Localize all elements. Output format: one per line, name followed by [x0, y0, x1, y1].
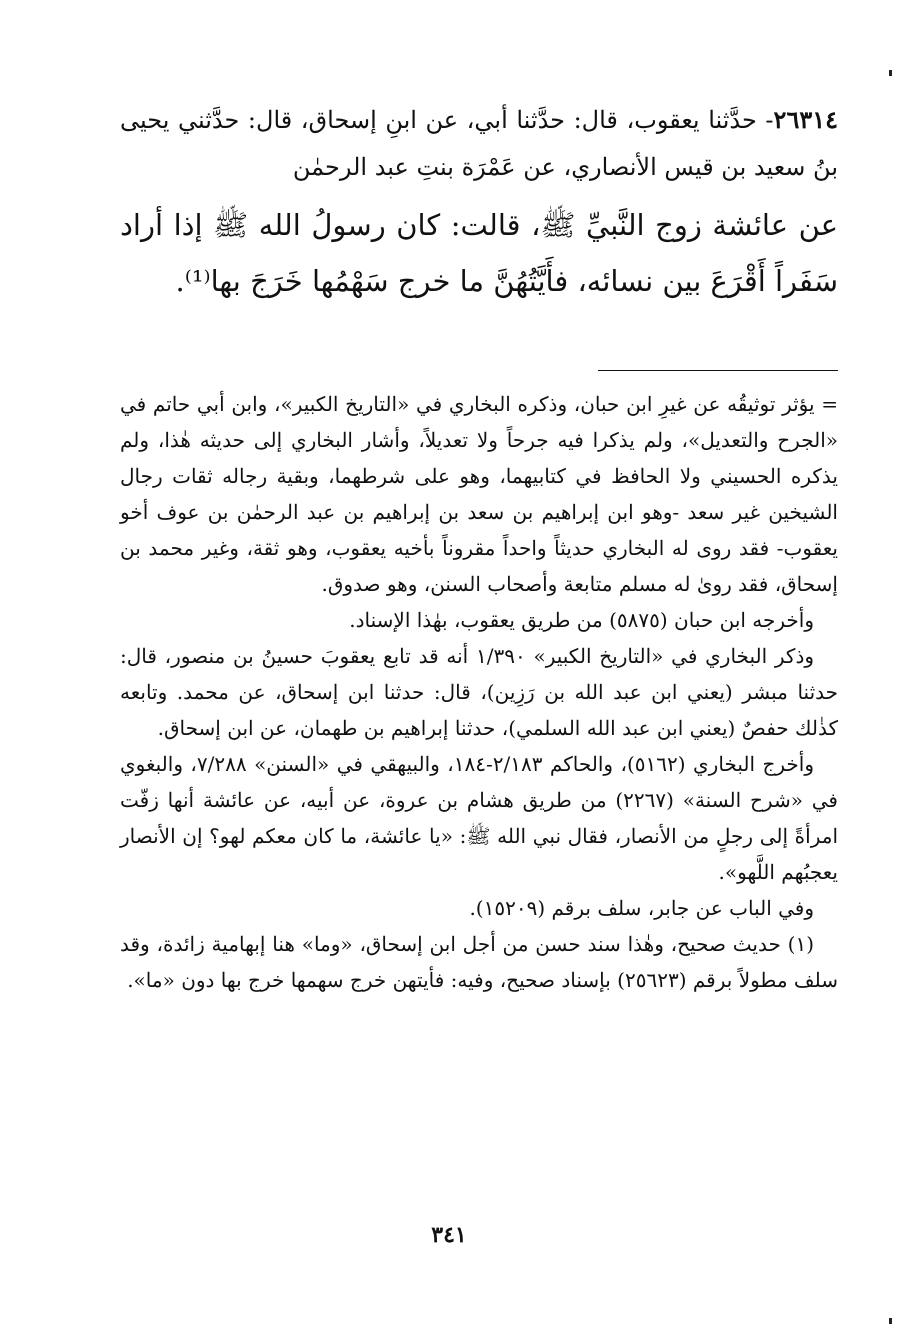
hadith-matn: عن عائشة زوج النَّبيِّ ﷺ، قالت: كان رسولُ الله ﷺ إذا أراد سَفَراً أَقْرَعَ بين نسائه، فأَيَّتُهُنَّ ما خرج سَهْمُها خَرَجَ بها⁽¹⁾.	[120, 208, 838, 298]
footnote-divider	[598, 370, 838, 371]
hadith-isnad-text: - حدَّثنا يعقوب، قال: حدَّثنا أبي، عن ابنِ إسحاق، قال: حدَّثني يحيى بنُ سعيد بن قيس الأنصاري، عن عَمْرَة بنتِ عبد الرحمٰن	[120, 106, 838, 181]
margin-mark-top	[889, 70, 892, 76]
hadith-block	[120, 96, 838, 309]
footnote-paragraph: = يؤثر توثيقُه عن غيرِ ابن حبان، وذكره البخاري في «التاريخ الكبير»، وابن أبي حاتم في «الجرح والتعديل»، ولم يذكرا فيه جرحاً ولا تعديلاً، وأشار البخاري إلى حديثه هٰذا، ولم يذكره الحسيني ولا الحافظ في كتابيهما، وهو على شرطهما، وبقية رجاله ثقات رجال الشيخين غير سعد -وهو ابن إبراهيم بن سعد بن إبراهيم بن عبد الرحمٰن بن عوف أخو يعقوب- فقد روى له البخاري حديثاً واحداً مقروناً بأخيه يعقوب، وهو ثقة، وغير محمد بن إسحاق، فقد روىٰ له مسلم متابعة وأصحاب السنن، وهو صدوق.	[120, 392, 838, 596]
page-number: ٣٤١	[431, 1222, 467, 1248]
footnote-paragraph: (١) حديث صحيح، وهٰذا سند حسن من أجل ابن إسحاق، «وما» هنا إبهامية زائدة، وقد سلف مطولاً برقم (٢٥٦٢٣) بإسناد صحيح، وفيه: فأيتهن خرج سهمها خرج بها دون «ما».	[120, 932, 838, 992]
footnote-paragraph: وفي الباب عن جابر، سلف برقم (١٥٢٠٩).	[469, 896, 814, 920]
footnote-paragraph: وأخرجه ابن حبان (٥٨٧٥) من طريق يعقوب، بهٰذا الإسناد.	[349, 608, 814, 632]
margin-mark-bottom	[889, 1318, 892, 1324]
footnote-paragraph: وأخرج البخاري (٥١٦٢)، والحاكم ٢/١٨٣-١٨٤، والبيهقي في «السنن» ٧/٢٨٨، والبغوي في «شرح السنة» (٢٢٦٧) من طريق هشام بن عروة، عن أبيه، عن عائشة أنها زفّت امرأةً إلى رجلٍ من الأنصار، فقال نبي الله ﷺ: «يا عائشة، ما كان معكم لهو؟ إن الأنصار يعجبُهم اللَّهو».	[120, 752, 838, 884]
footnote-paragraph: وذكر البخاري في «التاريخ الكبير» ١/٣٩٠ أنه قد تابع يعقوبَ حسينُ بن منصور، قال: حدثنا مبشر (يعني ابن عبد الله بن رَزِين)، قال: حدثنا ابن إسحاق، عن محمد. وتابعه كذٰلك حفصٌ (يعني ابن عبد الله السلمي)، حدثنا إبراهيم بن طهمان، عن ابن إسحاق.	[120, 644, 838, 740]
hadith-isnad	[120, 96, 838, 191]
footnotes	[120, 386, 838, 998]
hadith-number: ٢٦٣١٤	[773, 105, 838, 134]
